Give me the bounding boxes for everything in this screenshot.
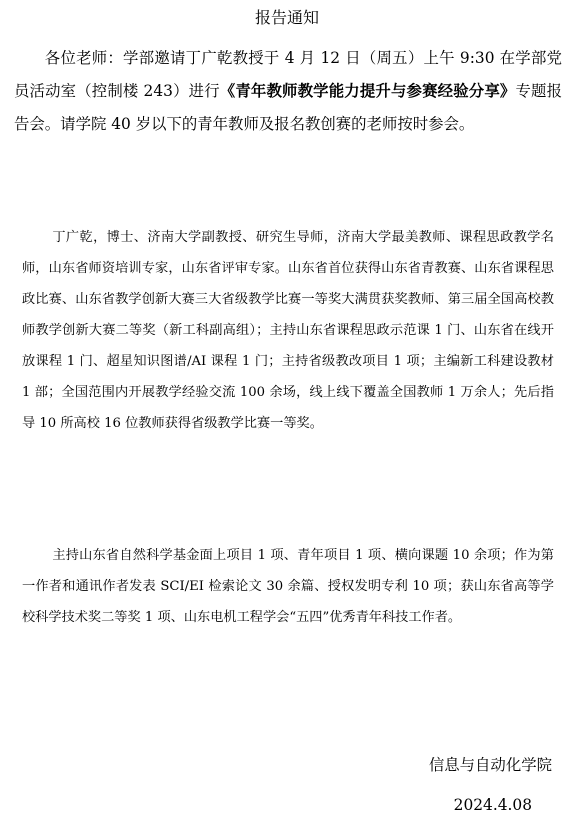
issuing-organization: 信息与自动化学院 — [428, 756, 552, 774]
notice-title: 报告通知 — [254, 8, 319, 27]
notice-text-part-1: 各位老师：学部邀请丁广乾教授于 4 月 12 日（周五）上午 9:30 在学部党员活动室（控制楼 243）进行 — [14, 49, 562, 100]
notice-text-part-2: 专题报告会。请学院 40 岁以下的青年教师及报名教创赛的老师按时参会。 — [14, 82, 562, 133]
report-topic: 《青年教师教学能力提升与参赛经验分享》 — [219, 82, 516, 100]
speaker-bio-paragraph-2: 主持山东省自然科学基金面上项目 1 项、青年项目 1 项、横向课题 10 余项；作为第一作者和通讯作者发表 SCI/EI 检索论文 30 余篇、授权发明专利 10 项；获山东省高等学校科学技术奖二等奖 1 项、山东电机工程学会“五四”优秀青年科技工作者。 — [22, 548, 554, 625]
issue-date: 2024.4.08 — [453, 796, 532, 814]
notice-body — [14, 42, 562, 141]
speaker-bio-paragraph-1: 丁广乾，博士、济南大学副教授、研究生导师，济南大学最美教师、课程思政教学名师，山东省师资培训专家，山东省评审专家。山东省首位获得山东省青教赛、山东省课程思政比赛、山东省教学创新大赛三大省级教学比赛一等奖大满贯获奖教师、第三届全国高校教师教学创新大赛二等奖（新工科副高组）；主持山东省课程思政示范课 1 门、山东省在线开放课程 1 门、超星知识图谱/AI 课程 1 门；主持省级教改项目 1 项；主编新工科建设教材 1 部；全国范围内开展教学经验交流 100 余场，线上线下覆盖全国教师 1 万余人；先后指导 10 所高校 16 位教师获得省级教学比赛一等奖。 — [22, 230, 554, 431]
